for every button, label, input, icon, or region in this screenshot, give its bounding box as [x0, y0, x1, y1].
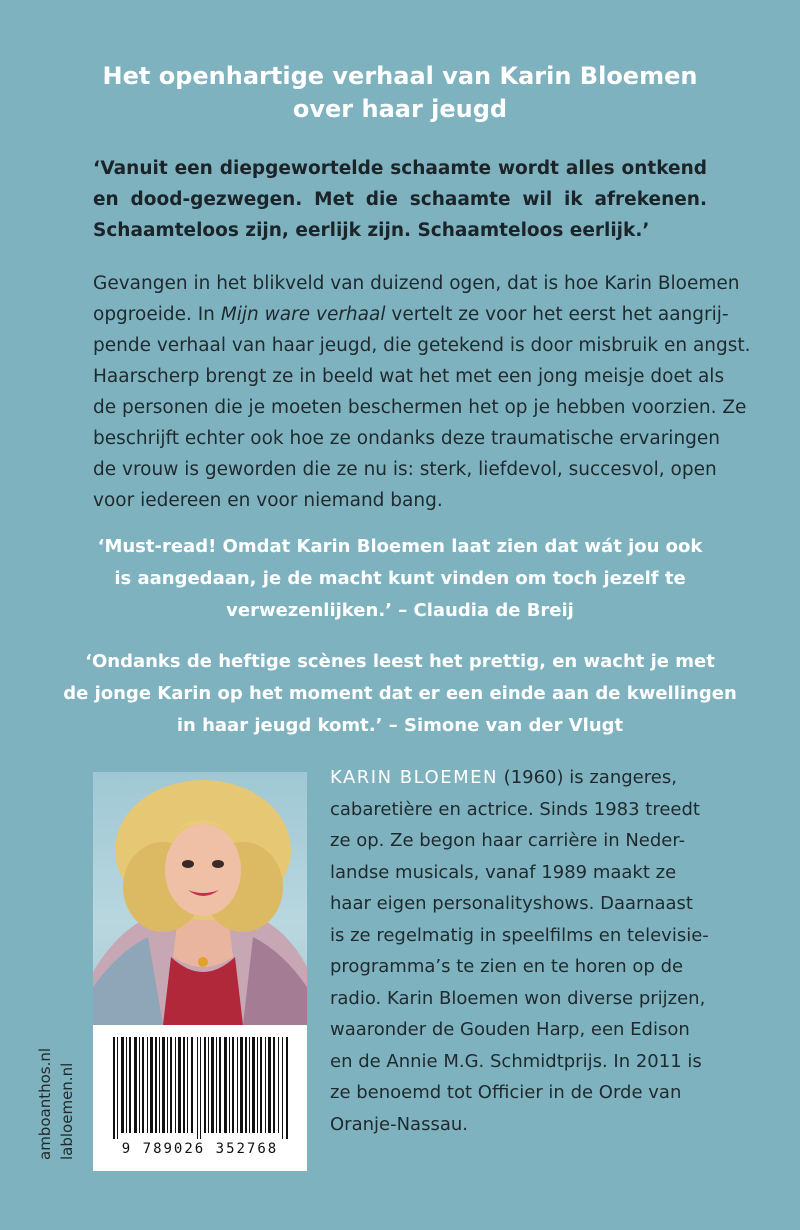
isbn-number: 9 789026 352768	[121, 1141, 279, 1157]
bio-line: en de Annie M.G. Schmidtprijs. In 2011 is	[330, 1050, 702, 1072]
description-line: de vrouw is geworden die ze nu is: sterk, liefdevol, succesvol, open	[93, 459, 717, 480]
review-line: ‘Ondanks de heftige scènes leest het prettig, en wacht je met	[85, 651, 715, 672]
bio-line: haar eigen personalityshows. Daarnaast	[330, 893, 693, 914]
bio-line: is ze regelmatig in speelfilms en televisie-	[330, 924, 709, 946]
back-cover-title	[60, 60, 740, 126]
review-line: verwezenlijken.’ – Claudia de Breij	[226, 600, 574, 621]
review-simone-van-der-vlugt	[60, 646, 740, 742]
description-line: Gevangen in het blikveld van duizend ogen, dat is hoe Karin Bloemen	[93, 273, 740, 294]
bio-line: ze benoemd tot Officier in de Orde van	[330, 1082, 682, 1103]
description-line: de personen die je moeten beschermen het op je hebben voorzien. Ze	[93, 397, 747, 418]
description-line: Haarscherp brengt ze in beeld wat het met een jong meisje doet als	[93, 366, 725, 387]
bio-line: ze op. Ze begon haar carrière in Neder-	[330, 830, 686, 851]
book-title: Mijn ware verhaal	[220, 304, 386, 325]
title-line-1: Het openhartige verhaal van Karin Bloemen	[102, 62, 698, 90]
bio-line: Oranje-Nassau.	[330, 1113, 468, 1135]
description-line: opgroeide. In Mijn ware verhaal vertelt ze voor het eerst het aangrij-	[93, 304, 729, 325]
description-line: pende verhaal van haar jeugd, die getekend is door misbruik en angst.	[93, 335, 751, 356]
review-line: in haar jeugd komt.’ – Simone van der Vlugt	[176, 715, 624, 736]
author-quote: ‘Vanuit een diepgewortelde schaamte wordt alles ontkend en dood-gezwegen. Met die schaamte wil ik afrekenen. Schaamteloos zijn, eerlijk zijn. Schaamteloos eerlijk.’	[93, 158, 707, 241]
bio-line: radio. Karin Bloemen won diverse prijzen,	[330, 987, 706, 1009]
book-description	[93, 268, 751, 516]
review-claudia-de-breij	[60, 531, 740, 627]
review-line: is aangedaan, je de macht kunt vinden om toch jezelf te	[114, 568, 686, 589]
barcode	[93, 1025, 307, 1171]
description-line: voor iedereen en voor niemand bang.	[93, 490, 443, 511]
author-name: KARIN BLOEMEN	[330, 767, 498, 788]
review-line: ‘Must-read! Omdat Karin Bloemen laat zien dat wát jou ook	[97, 536, 703, 557]
publisher-website[interactable]: amboanthos.nl	[36, 1047, 54, 1160]
author-bio	[330, 762, 707, 1140]
author-portrait-illustration	[93, 772, 307, 1025]
barcode-bars-graphic	[111, 1037, 291, 1139]
description-line: beschrijft echter ook hoe ze ondanks deze traumatische ervaringen	[93, 428, 721, 449]
bio-line: landse musicals, vanaf 1989 maakt ze	[330, 861, 677, 883]
author-photo	[93, 772, 307, 1025]
bio-line: programma’s te zien en te horen op de	[330, 956, 684, 977]
bio-line: waaronder de Gouden Harp, een Edison	[330, 1019, 690, 1040]
bio-line: KARIN BLOEMEN (1960) is zangeres,	[330, 767, 677, 788]
title-line-2: over haar jeugd	[292, 95, 508, 123]
author-website[interactable]: labloemen.nl	[58, 1062, 76, 1160]
bio-line: cabaretière en actrice. Sinds 1983 treedt	[330, 798, 700, 820]
review-line: de jonge Karin op het moment dat er een einde aan de kwellingen	[63, 683, 737, 704]
